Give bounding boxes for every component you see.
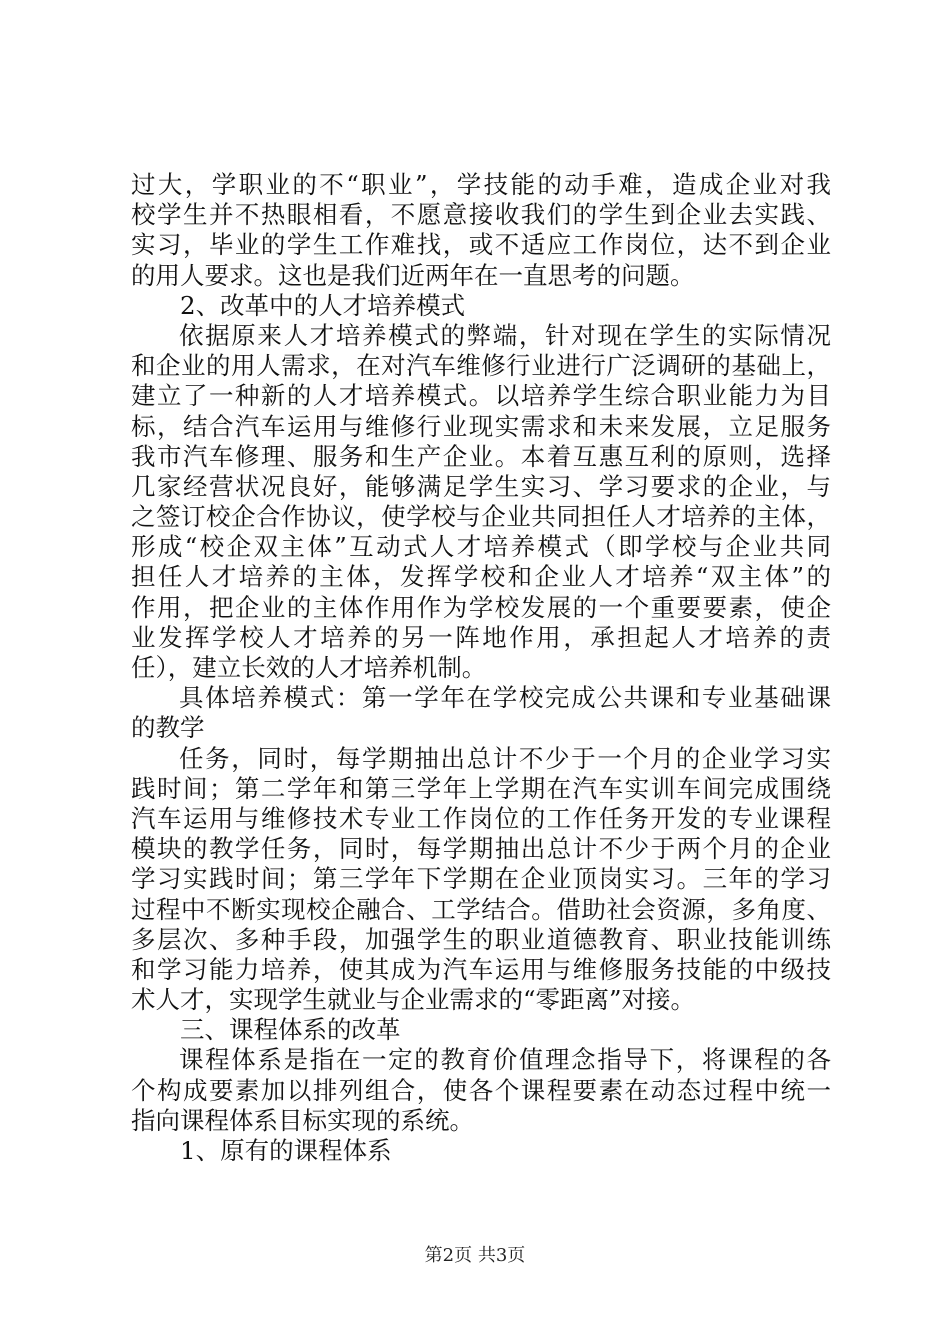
paragraph-line: 任），建立长效的人才培养机制。: [131, 653, 487, 682]
paragraph-line: 和学习能力培养，使其成为汽车运用与维修服务技能的中级技: [131, 954, 831, 984]
paragraph-line: 模块的教学任务，同时，每学期抽出总计不少于两个月的企业: [131, 834, 831, 864]
paragraph-line: 指向课程体系目标实现的系统。: [131, 1105, 474, 1135]
paragraph-line: 几家经营状况良好，能够满足学生实习、学习要求的企业，与: [131, 471, 831, 501]
page-footer: 第2页 共3页: [424, 1245, 526, 1266]
paragraph-line: 和企业的用人需求，在对汽车维修行业进行广泛调研的基础上，: [131, 351, 831, 381]
paragraph-line: 作用，把企业的主体作用作为学校发展的一个重要要素，使企: [131, 592, 831, 622]
paragraph-line: 形成“校企双主体”互动式人才培养模式（即学校与企业共同: [131, 532, 831, 562]
paragraph-line: 个构成要素加以排列组合，使各个课程要素在动态过程中统一: [131, 1075, 831, 1105]
paragraph-line: 我市汽车修理、服务和生产企业。本着互惠互利的原则，选择: [131, 441, 831, 471]
paragraph-line: 实习，毕业的学生工作难找，或不适应工作岗位，达不到企业: [131, 230, 831, 260]
paragraph-line: 具体培养模式：第一学年在学校完成公共课和专业基础课: [179, 683, 831, 713]
paragraph-line: 过程中不断实现校企融合、工学结合。借助社会资源，多角度、: [131, 894, 831, 924]
paragraph-line: 的用人要求。这也是我们近两年在一直思考的问题。: [131, 260, 695, 290]
paragraph-line: 依据原来人才培养模式的弊端，针对现在学生的实际情况: [179, 320, 831, 350]
paragraph-line: 课程体系是指在一定的教育价值理念指导下，将课程的各: [179, 1045, 831, 1075]
paragraph-line: 标，结合汽车运用与维修行业现实需求和未来发展，立足服务: [131, 411, 831, 441]
paragraph-line: 校学生并不热眼相看，不愿意接收我们的学生到企业去实践、: [131, 200, 831, 230]
paragraph-line: 担任人才培养的主体，发挥学校和企业人才培养“双主体”的: [131, 562, 831, 592]
paragraph-line: 践时间；第二学年和第三学年上学期在汽车实训车间完成围绕: [131, 773, 831, 803]
paragraph-line: 学习实践时间；第三学年下学期在企业顶岗实习。三年的学习: [131, 864, 831, 894]
paragraph-line: 建立了一种新的人才培养模式。以培养学生综合职业能力为目: [131, 381, 831, 411]
paragraph-line: 业发挥学校人才培养的另一阵地作用，承担起人才培养的责: [131, 622, 831, 652]
section-heading: 2、改革中的人才培养模式: [180, 290, 466, 320]
paragraph-line: 术人才，实现学生就业与企业需求的“零距离”对接。: [131, 985, 696, 1015]
paragraph-line: 汽车运用与维修技术专业工作岗位的工作任务开发的专业课程: [131, 803, 831, 833]
paragraph-line: 多层次、多种手段，加强学生的职业道德教育、职业技能训练: [131, 924, 831, 954]
paragraph-line: 过大，学职业的不“职业”，学技能的动手难，造成企业对我: [131, 170, 831, 199]
section-heading: 1、原有的课程体系: [180, 1136, 392, 1165]
section-heading: 三、课程体系的改革: [180, 1015, 401, 1045]
document-body: [131, 170, 831, 1166]
paragraph-line: 任务，同时，每学期抽出总计不少于一个月的企业学习实: [179, 743, 831, 773]
paragraph-line: 的教学: [131, 713, 205, 743]
paragraph-line: 之签订校企合作协议，使学校与企业共同担任人才培养的主体，: [131, 502, 831, 532]
